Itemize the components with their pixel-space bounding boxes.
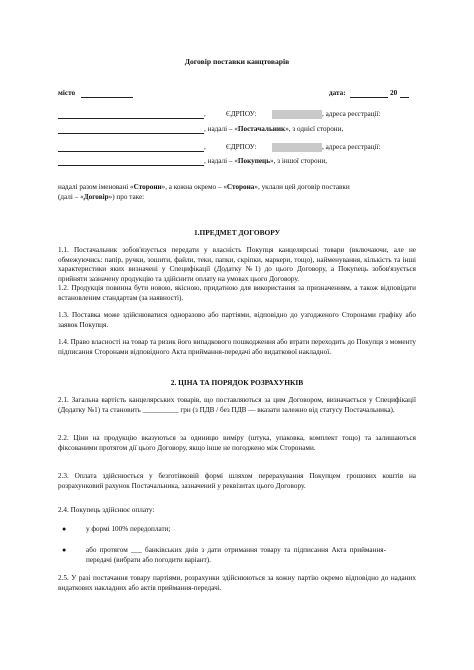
date-label: дата: [329, 89, 346, 97]
buyer-line-2[interactable] [58, 165, 204, 166]
supplier-edrpou-label: ЄДРПОУ: [226, 110, 257, 118]
date-year: 20 [390, 89, 398, 97]
list-item: у формі 100% передоплати; [86, 525, 171, 533]
bullet-icon: ● [62, 525, 67, 533]
year-blank[interactable] [400, 97, 409, 98]
buyer-name-blank[interactable] [58, 151, 204, 152]
date-blank[interactable] [350, 97, 388, 98]
supplier-role: Постачальник [237, 125, 286, 133]
paragraph-1-4: 1.4. Право власності на товар та ризик його випадкового пошкодження або втрати переходить до Покупця з моменту підписання Сторонами відповідного Акта приймання-передачі або видаткової накладної. [58, 338, 416, 356]
intro-line-1: надалі разом іменовані «Сторони», а кожна окремо – «Сторона», уклали цей договір поставки [58, 183, 350, 191]
buyer-edrpou-redacted [272, 143, 322, 152]
supplier-address-label: , адреса реєстрації: [322, 110, 381, 118]
supplier-line-2[interactable] [58, 133, 204, 134]
buyer-edrpou-label: ЄДРПОУ: [226, 143, 257, 151]
section-1-heading: 1.ПРЕДМЕТ ДОГОВОРУ [193, 228, 281, 237]
paragraph-2-3: 2.3. Оплата здійснюється у безготівковій формі шляхом перерахування Покупцем грошових коштів на розрахунковий рахунок Постачальника, зазначений у реквізитах цього Договору. [58, 472, 416, 490]
supplier-name-blank[interactable] [58, 118, 204, 119]
section-2-heading: 2. ЦІНА ТА ПОРЯДОК РОЗРАХУНКІВ [170, 378, 304, 387]
paragraph-1-2: 1.2. Продукція повинна бути новою, якісною, придатною для використання за призначенням, а також відповідати встановленим стандартам (за наявності). [58, 284, 416, 302]
document-page: Договір поставки канцтоварів місто дата: 20 , ЄДРПОУ: , адреса реєстрації: , надалі – «Постачальник», з однієї сторони, , ЄДРПОУ: , адреса реєстрації: , надалі – «Покупець», з іншої сторони, надалі разом іменовані «Сторони», а кожна окремо – «Сторона», уклали цей договір поставки (далі – «Договір») про таке: 1.ПРЕДМЕТ ДОГОВОРУ 1.1. Постачальник зобов'язується передати у власність Покупця канцелярські товари (включаючи, але не обмежуючись: папір, ручки, зошити, файли, теки, папки, скріпки, маркери, тощо), найменування, кількість та інші характеристики яких визначені у Специфікації (Додатку №1) до цього Договору, а Покупець зобов'язується прийняти зазначену продукцію та здійснити оплату на умовах цього Договору. 1.2. Продукція повинна бути новою, якісною, придатною для використання за призначенням, а також відповідати встановленим стандартам (за наявності). 1.3. Поставка може здійснюватися одноразово або партіями, відповідно до узгодженого Сторонами графіку або заявок Покупця. 1.4. Право власності на товар та ризик його випадкового пошкодження або втрати переходить до Покупця з моменту підписання Сторонами відповідного Акта приймання-передачі або видаткової накладної. 2. ЦІНА ТА ПОРЯДОК РОЗРАХУНКІВ 2.1. Загальна вартість канцелярських товарів, що поставляються за цим Договором, визначається у Специфікації (Додатку №1) та становить __________ грн (з ПДВ / без ПДВ — вказати залежно від статусу Постачальника). 2.2. Ціни на продукцію вказуються за одиницю виміру (штука, упаковка, комплект тощо) та залишаються фіксованими протягом дії цього Договору, якщо інше не погоджено між Сторонами. 2.3. Оплата здійснюється у безготівковій формі шляхом перерахування Покупцем грошових коштів на розрахунковий рахунок Постачальника, зазначений у реквізитах цього Договору. 2.4. Покупець здійснює оплату: ● у формі 100% передоплати; ● або протягом ___ банківських днів з дати отримання товару та підписання Акта приймання-передачі (вибрати або погодити варіант). 2.5. У разі постачання товару партіями, розрахунки здійснюються за кожну партію окремо відповідно до наданих видаткових накладних або актів приймання-передачі. [0, 0, 474, 670]
paragraph-2-2: 2.2. Ціни на продукцію вказуються за одиницю виміру (штука, упаковка, комплект тощо) та залишаються фіксованими протягом дії цього Договору, якщо інше не погоджено між Сторонами. [58, 434, 416, 452]
intro-line-2: (далі – «Договір») про таке: [58, 193, 145, 201]
list-item: або протягом ___ банківських днів з дати отримання товару та підписання Акта приймання-передачі (вибрати або погодити варіант). [86, 546, 386, 564]
document-title: Договір поставки канцтоварів [184, 57, 290, 66]
paragraph-1-1: 1.1. Постачальник зобов'язується передати у власність Покупця канцелярські товари (включаючи, але не обмежуючись: папір, ручки, зошити, файли, теки, папки, скріпки, маркери, тощо), найменування, кількість та інші характеристики яких визначені у Специфікації (Додатку №1) до цього Договору, а Покупець зобов'язується прийняти зазначену продукцію та здійснити оплату на умовах цього Договору. [58, 246, 416, 283]
paragraph-2-1: 2.1. Загальна вартість канцелярських товарів, що поставляються за цим Договором, визначається у Специфікації (Додатку №1) та становить __________ грн (з ПДВ / без ПДВ — вказати залежно від статусу Постачальника). [58, 396, 416, 414]
paragraph-1-3: 1.3. Поставка може здійснюватися одноразово або партіями, відповідно до узгодженого Сторонами графіку або заявок Покупця. [58, 311, 416, 329]
city-label: місто [58, 89, 76, 97]
supplier-edrpou-redacted [272, 110, 322, 119]
buyer-role: Покупець [237, 157, 270, 165]
buyer-address-label: , адреса реєстрації: [322, 143, 381, 151]
paragraph-2-5: 2.5. У разі постачання товару партіями, розрахунки здійснюються за кожну партію окремо відповідно до наданих видаткових накладних або актів приймання-передачі. [58, 574, 416, 592]
paragraph-2-4: 2.4. Покупець здійснює оплату: [58, 506, 155, 514]
bullet-icon: ● [62, 546, 67, 554]
city-blank[interactable] [81, 97, 133, 98]
